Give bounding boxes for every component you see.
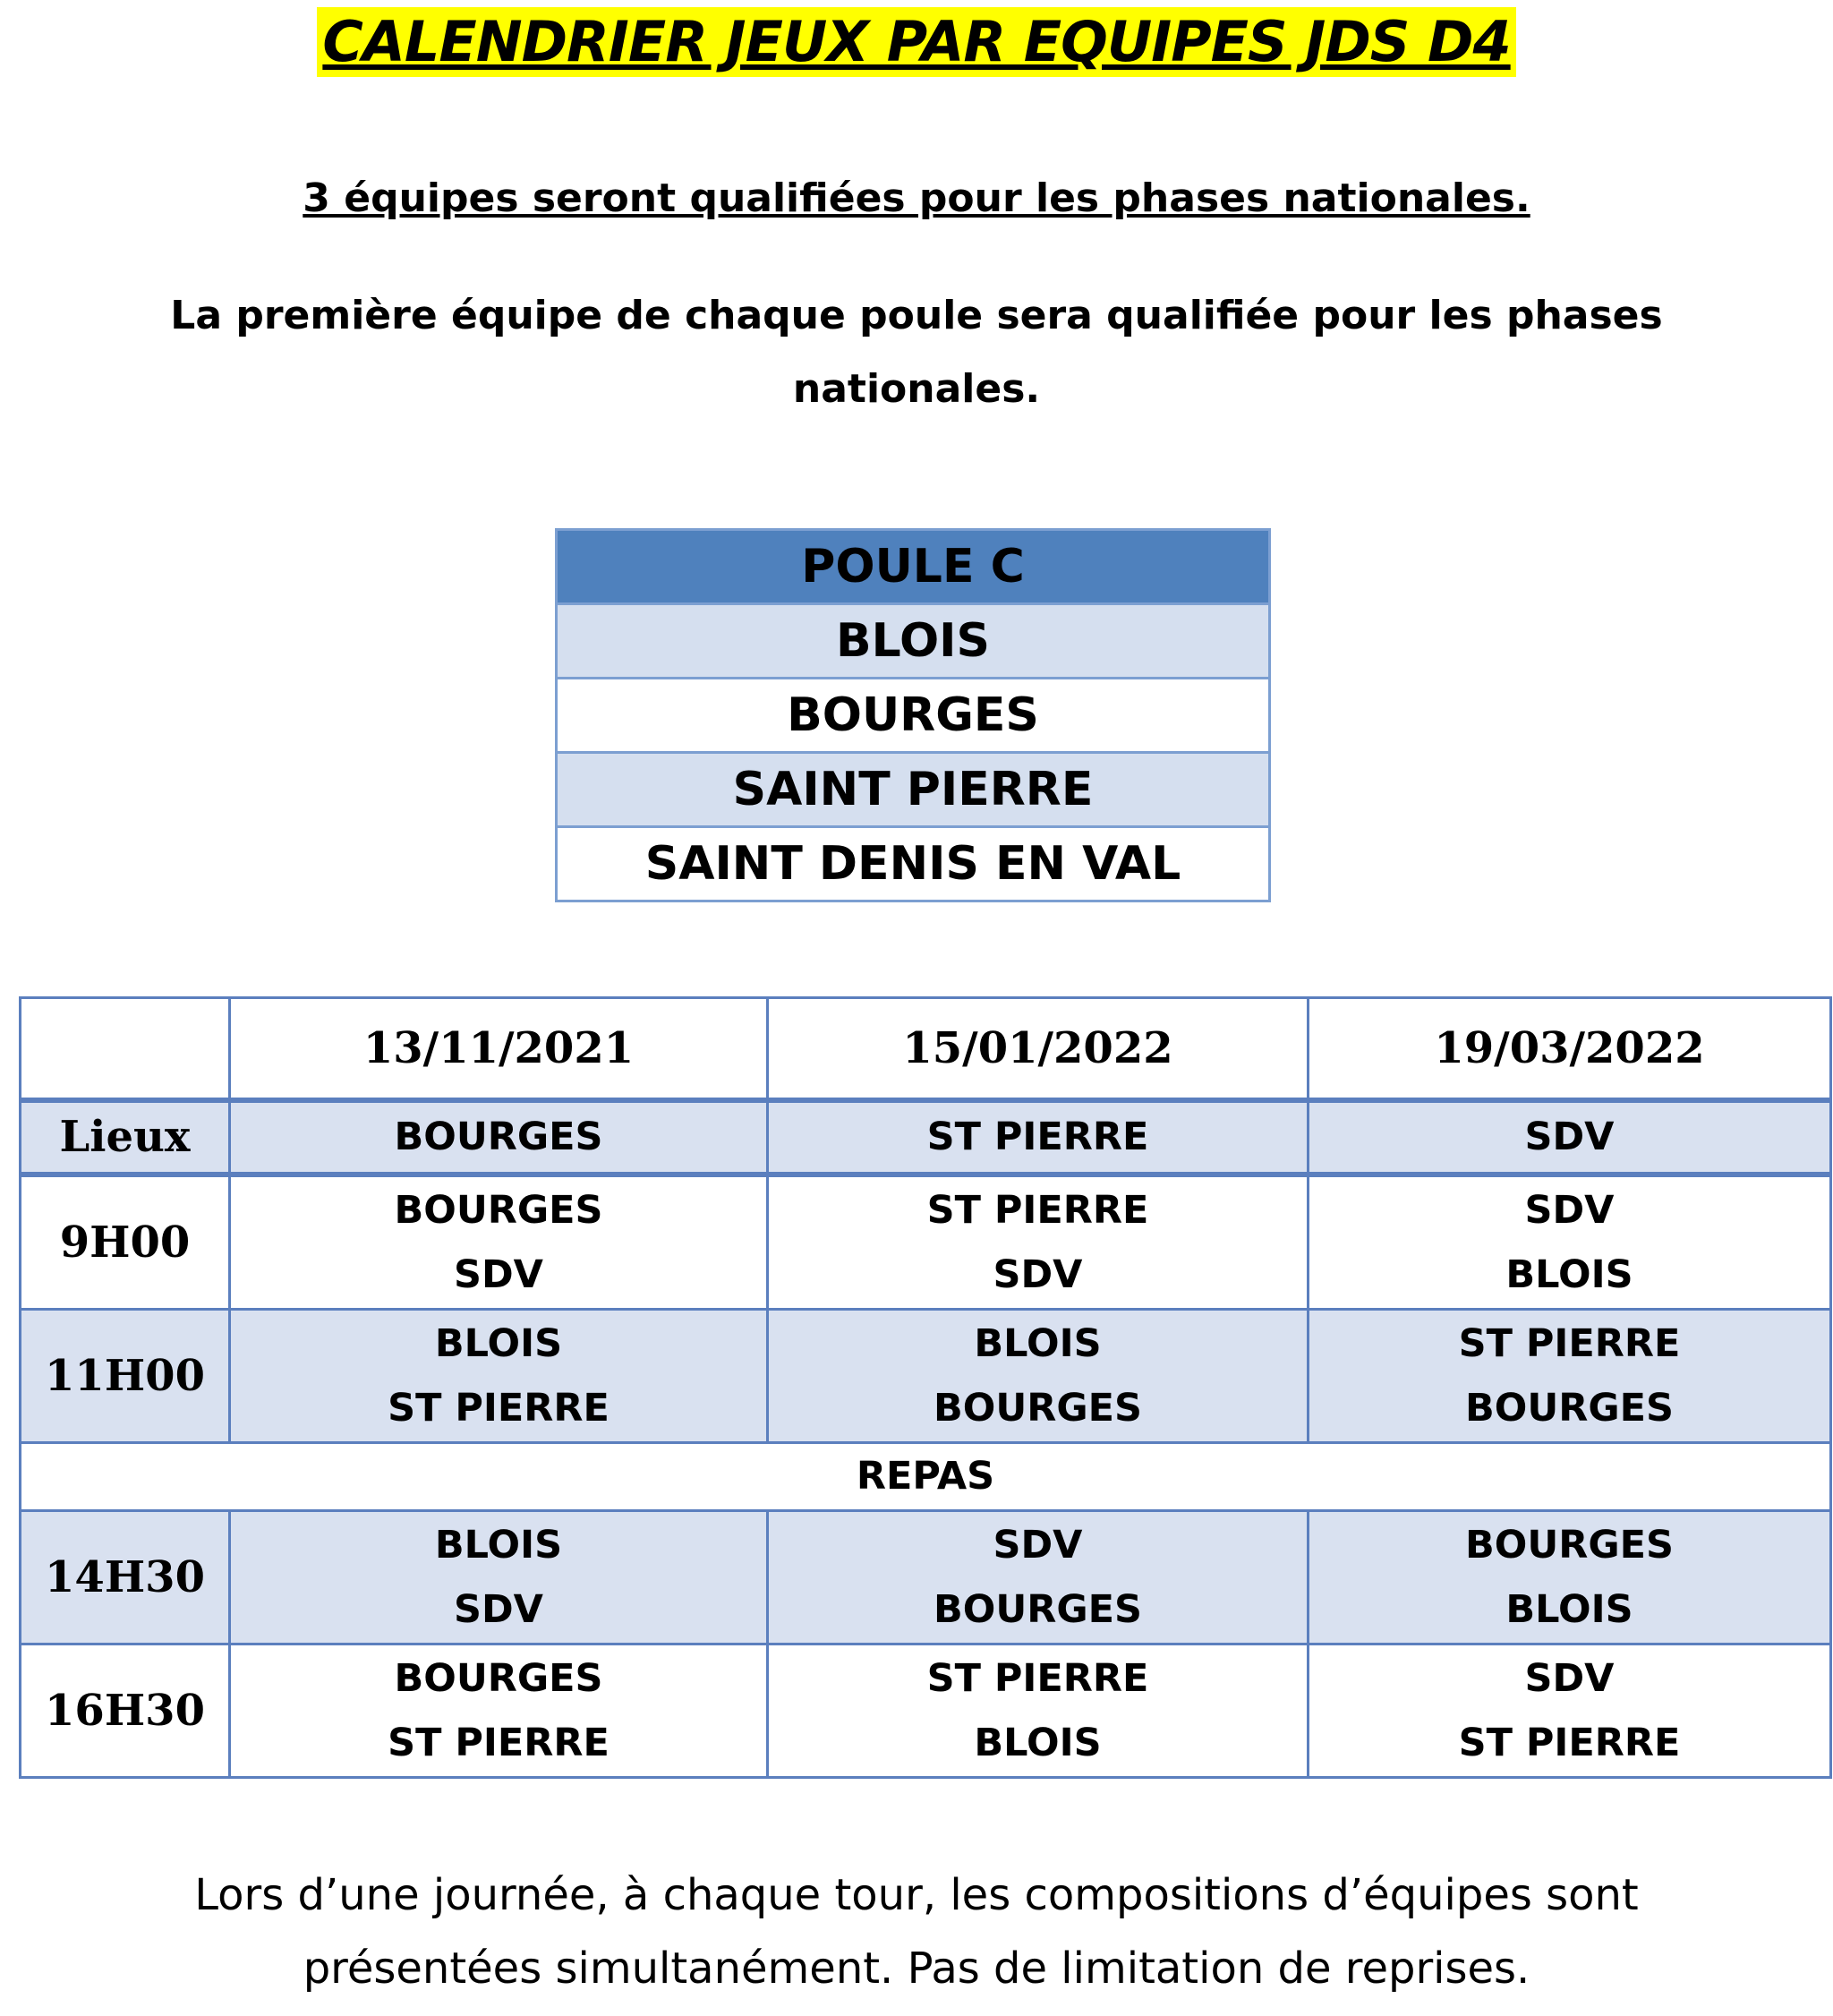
time-slot: 11H00 [21, 1309, 230, 1442]
time-slot: 14H30 [21, 1510, 230, 1644]
date-header: 15/01/2022 [768, 998, 1309, 1100]
venue-cell: ST PIERRE [768, 1100, 1309, 1175]
poule-team: SAINT DENIS EN VAL [557, 827, 1270, 901]
qualification-subtitle: 3 équipes seront qualifiées pour les phases nationales. [303, 175, 1530, 221]
match-team: BOURGES [934, 1385, 1142, 1431]
match-team: BOURGES [934, 1586, 1142, 1632]
match-team: BOURGES [1465, 1385, 1674, 1431]
corner-cell [21, 998, 230, 1100]
time-slot: 9H00 [21, 1175, 230, 1310]
date-header: 19/03/2022 [1309, 998, 1831, 1100]
match-cell [230, 1309, 768, 1442]
match-team: BOURGES [394, 1187, 603, 1233]
match-cell [1309, 1175, 1831, 1310]
match-cell [230, 1175, 768, 1310]
match-team: SDV [993, 1251, 1083, 1297]
poule-table [555, 528, 1271, 902]
match-team: SDV [1524, 1655, 1615, 1701]
date-header: 13/11/2021 [230, 998, 768, 1100]
poule-team: BLOIS [557, 604, 1270, 679]
qualification-note: La première équipe de chaque poule sera qualifiée pour les phases nationales. [170, 293, 1663, 412]
lieux-label: Lieux [21, 1100, 230, 1175]
match-team: SDV [1524, 1187, 1615, 1233]
match-cell [768, 1309, 1309, 1442]
match-team: BLOIS [974, 1320, 1102, 1366]
match-team: ST PIERRE [388, 1385, 610, 1431]
match-team: ST PIERRE [1458, 1720, 1681, 1765]
poule-team: SAINT PIERRE [557, 753, 1270, 827]
lunch-break-row: REPAS [21, 1442, 1831, 1510]
poule-team: BOURGES [557, 679, 1270, 753]
match-team: BLOIS [434, 1320, 563, 1366]
match-cell [768, 1644, 1309, 1777]
match-team: BLOIS [1505, 1586, 1633, 1632]
match-team: ST PIERRE [388, 1720, 610, 1765]
match-cell [1309, 1510, 1831, 1644]
schedule-table [19, 996, 1832, 1779]
match-team: SDV [454, 1586, 543, 1632]
poule-header: POULE C [557, 530, 1270, 604]
match-team: BLOIS [1505, 1251, 1633, 1297]
match-team: ST PIERRE [1458, 1320, 1681, 1366]
match-team: SDV [993, 1522, 1083, 1568]
match-team: ST PIERRE [926, 1655, 1149, 1701]
document-title: CALENDRIER JEUX PAR EQUIPES JDS D4 [317, 7, 1515, 77]
match-cell [768, 1510, 1309, 1644]
match-team: ST PIERRE [926, 1187, 1149, 1233]
match-cell [1309, 1644, 1831, 1777]
match-cell [768, 1175, 1309, 1310]
venue-cell: BOURGES [230, 1100, 768, 1175]
match-team: BLOIS [434, 1522, 563, 1568]
match-team: SDV [454, 1251, 543, 1297]
match-cell [230, 1644, 768, 1777]
match-cell [1309, 1309, 1831, 1442]
time-slot: 16H30 [21, 1644, 230, 1777]
match-cell [230, 1510, 768, 1644]
match-team: BLOIS [974, 1720, 1102, 1765]
match-team: BOURGES [394, 1655, 603, 1701]
footer-note: Lors d’une journée, à chaque tour, les compositions d’équipes sont présentées simultanément. Pas de limitation de reprises. [194, 1870, 1639, 1994]
match-team: BOURGES [1465, 1522, 1674, 1568]
venue-cell: SDV [1309, 1100, 1831, 1175]
